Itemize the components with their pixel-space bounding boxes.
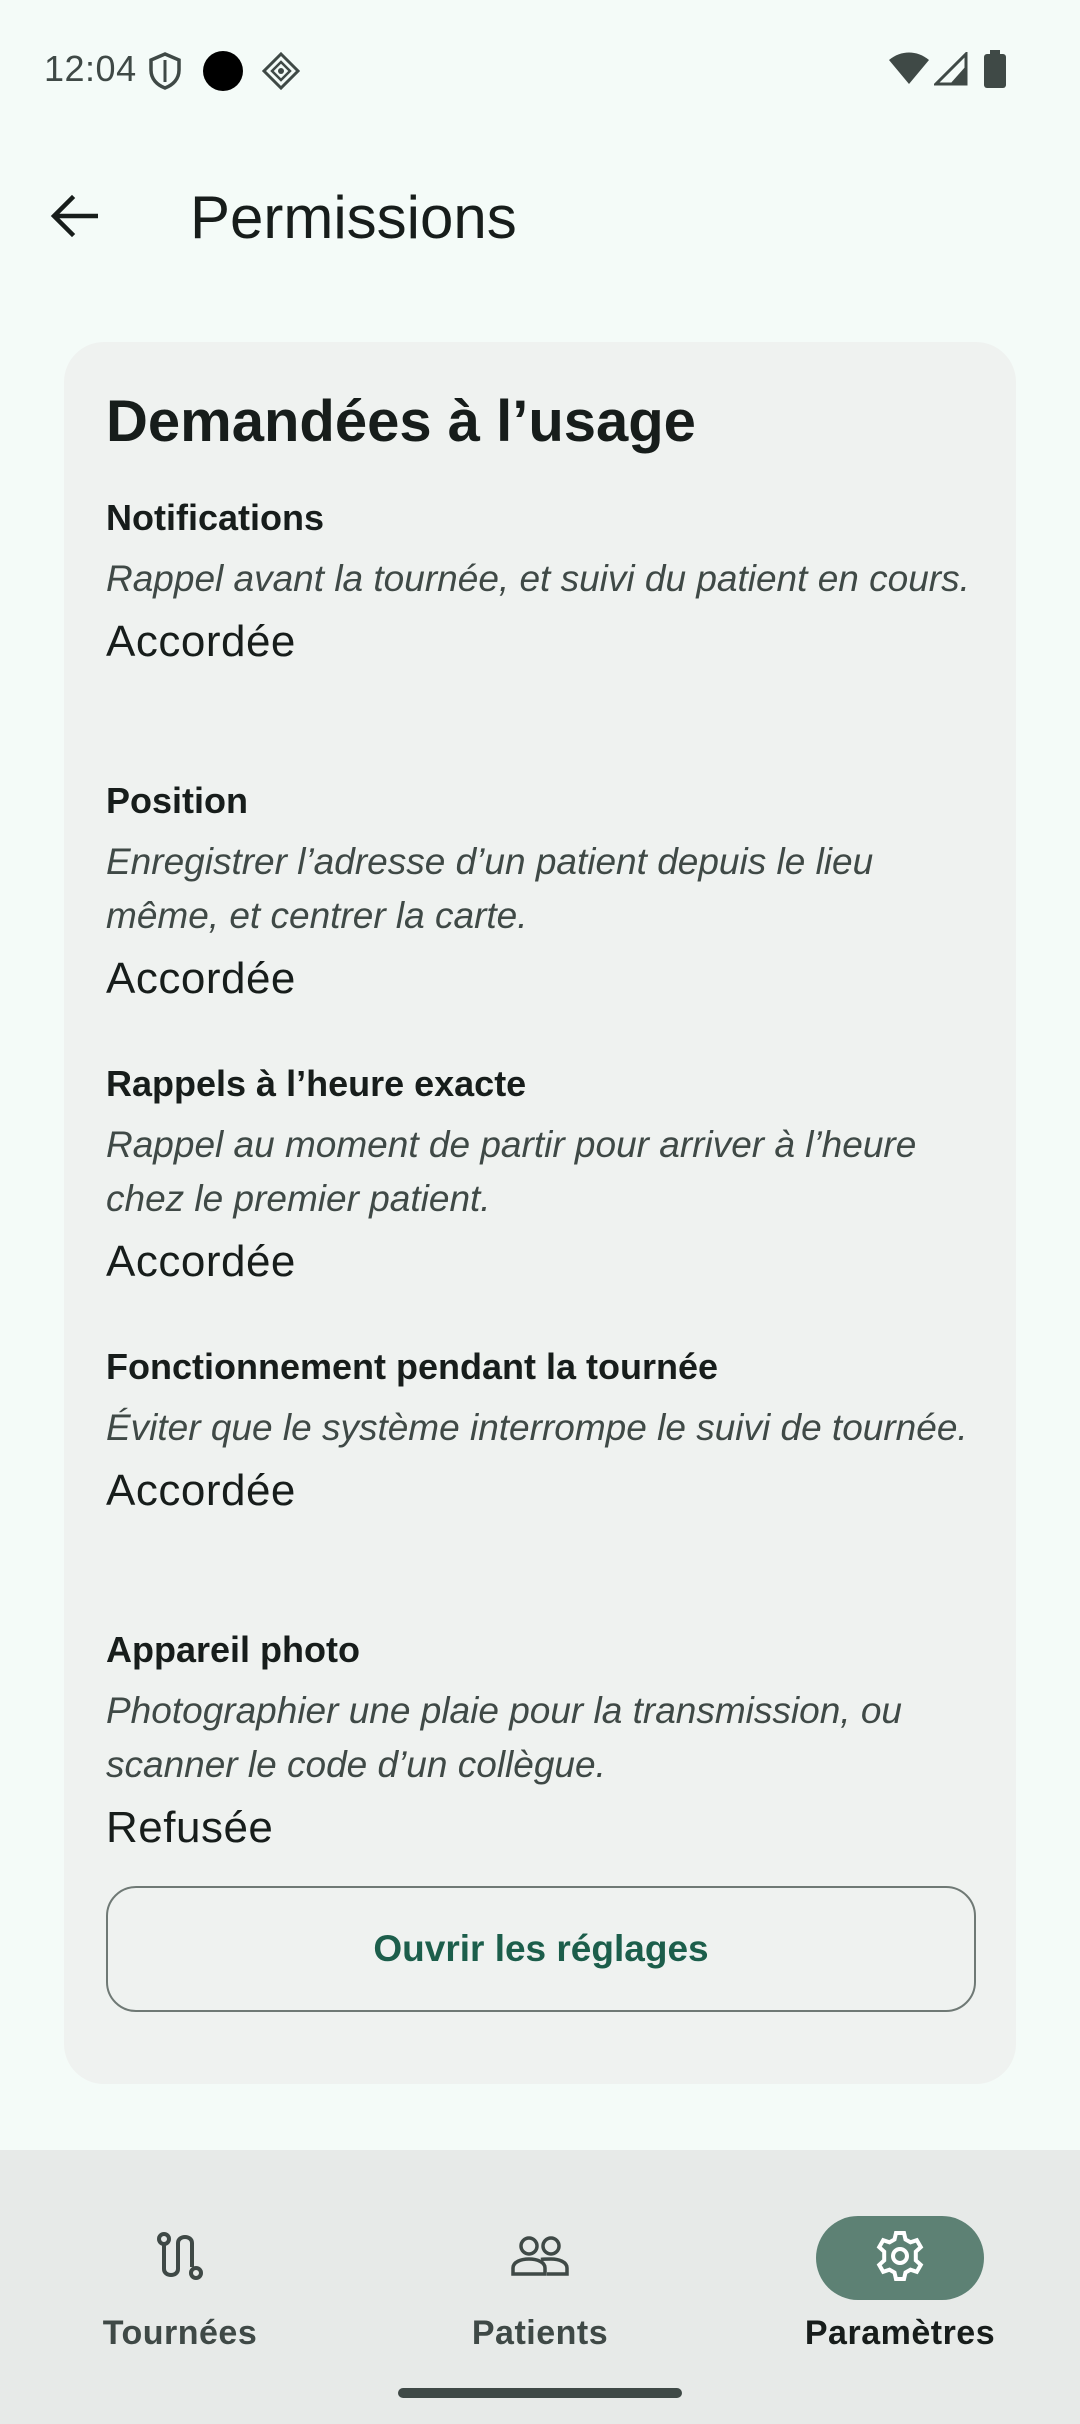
permission-title: Position bbox=[106, 780, 248, 821]
nav-icon-container bbox=[96, 2216, 264, 2300]
permission-description: Photographier une plaie pour la transmission, ou scanner le code d’un collègue. bbox=[106, 1690, 902, 1785]
permissions-card bbox=[64, 342, 1016, 2084]
permission-position bbox=[106, 777, 976, 1007]
back-button[interactable] bbox=[34, 178, 114, 258]
permission-status: Accordée bbox=[106, 1237, 296, 1286]
gear-icon bbox=[874, 2230, 926, 2287]
signal-icon bbox=[934, 52, 968, 91]
permission-status: Accordée bbox=[106, 1466, 296, 1515]
permission-title: Rappels à l’heure exacte bbox=[106, 1063, 527, 1104]
nav-icon-container bbox=[456, 2216, 624, 2300]
nav-item-parametres[interactable] bbox=[750, 2180, 1050, 2360]
arrow-back-icon bbox=[50, 194, 98, 243]
status-bar bbox=[0, 0, 1080, 140]
cast-icon bbox=[262, 52, 300, 95]
battery-icon bbox=[984, 50, 1006, 93]
people-icon bbox=[511, 2236, 569, 2281]
permission-camera bbox=[106, 1626, 976, 1856]
open-settings-button[interactable]: Ouvrir les réglages bbox=[106, 1886, 976, 2012]
permission-title: Fonctionnement pendant la tournée bbox=[106, 1346, 719, 1387]
permission-background bbox=[106, 1343, 976, 1519]
nav-item-patients[interactable] bbox=[390, 2180, 690, 2360]
permission-notifications bbox=[106, 494, 976, 670]
top-app-bar bbox=[0, 140, 1080, 290]
status-time: 12:04 bbox=[44, 48, 137, 89]
permission-description: Rappel avant la tournée, et suivi du patient en cours. bbox=[106, 558, 970, 599]
nav-icon-container-active bbox=[816, 2216, 984, 2300]
page-title: Permissions bbox=[190, 184, 517, 251]
nav-label-active: Paramètres bbox=[804, 2314, 996, 2352]
permission-status: Accordée bbox=[106, 617, 296, 666]
wifi-icon bbox=[888, 52, 930, 91]
permission-title: Notifications bbox=[106, 497, 325, 538]
bottom-navigation bbox=[0, 2150, 1080, 2424]
home-indicator bbox=[398, 2388, 682, 2398]
permission-description: Éviter que le système interrompe le suivi de tournée. bbox=[106, 1407, 968, 1448]
card-title: Demandées à l’usage bbox=[106, 389, 696, 454]
nav-label: Patients bbox=[471, 2314, 609, 2352]
permission-status: Refusée bbox=[106, 1803, 274, 1852]
permission-title: Appareil photo bbox=[106, 1629, 360, 1670]
permission-status: Accordée bbox=[106, 954, 296, 1003]
dot-icon bbox=[202, 50, 244, 97]
nav-label: Tournées bbox=[102, 2314, 258, 2352]
permission-description: Rappel au moment de partir pour arriver à l’heure chez le premier patient. bbox=[106, 1124, 917, 1219]
permission-description: Enregistrer l’adresse d’un patient depuis le lieu même, et centrer la carte. bbox=[106, 841, 874, 936]
route-icon bbox=[156, 2231, 204, 2286]
shield-icon bbox=[148, 52, 182, 95]
permission-exact-alarms bbox=[106, 1060, 976, 1290]
nav-item-tournees[interactable] bbox=[30, 2180, 330, 2360]
